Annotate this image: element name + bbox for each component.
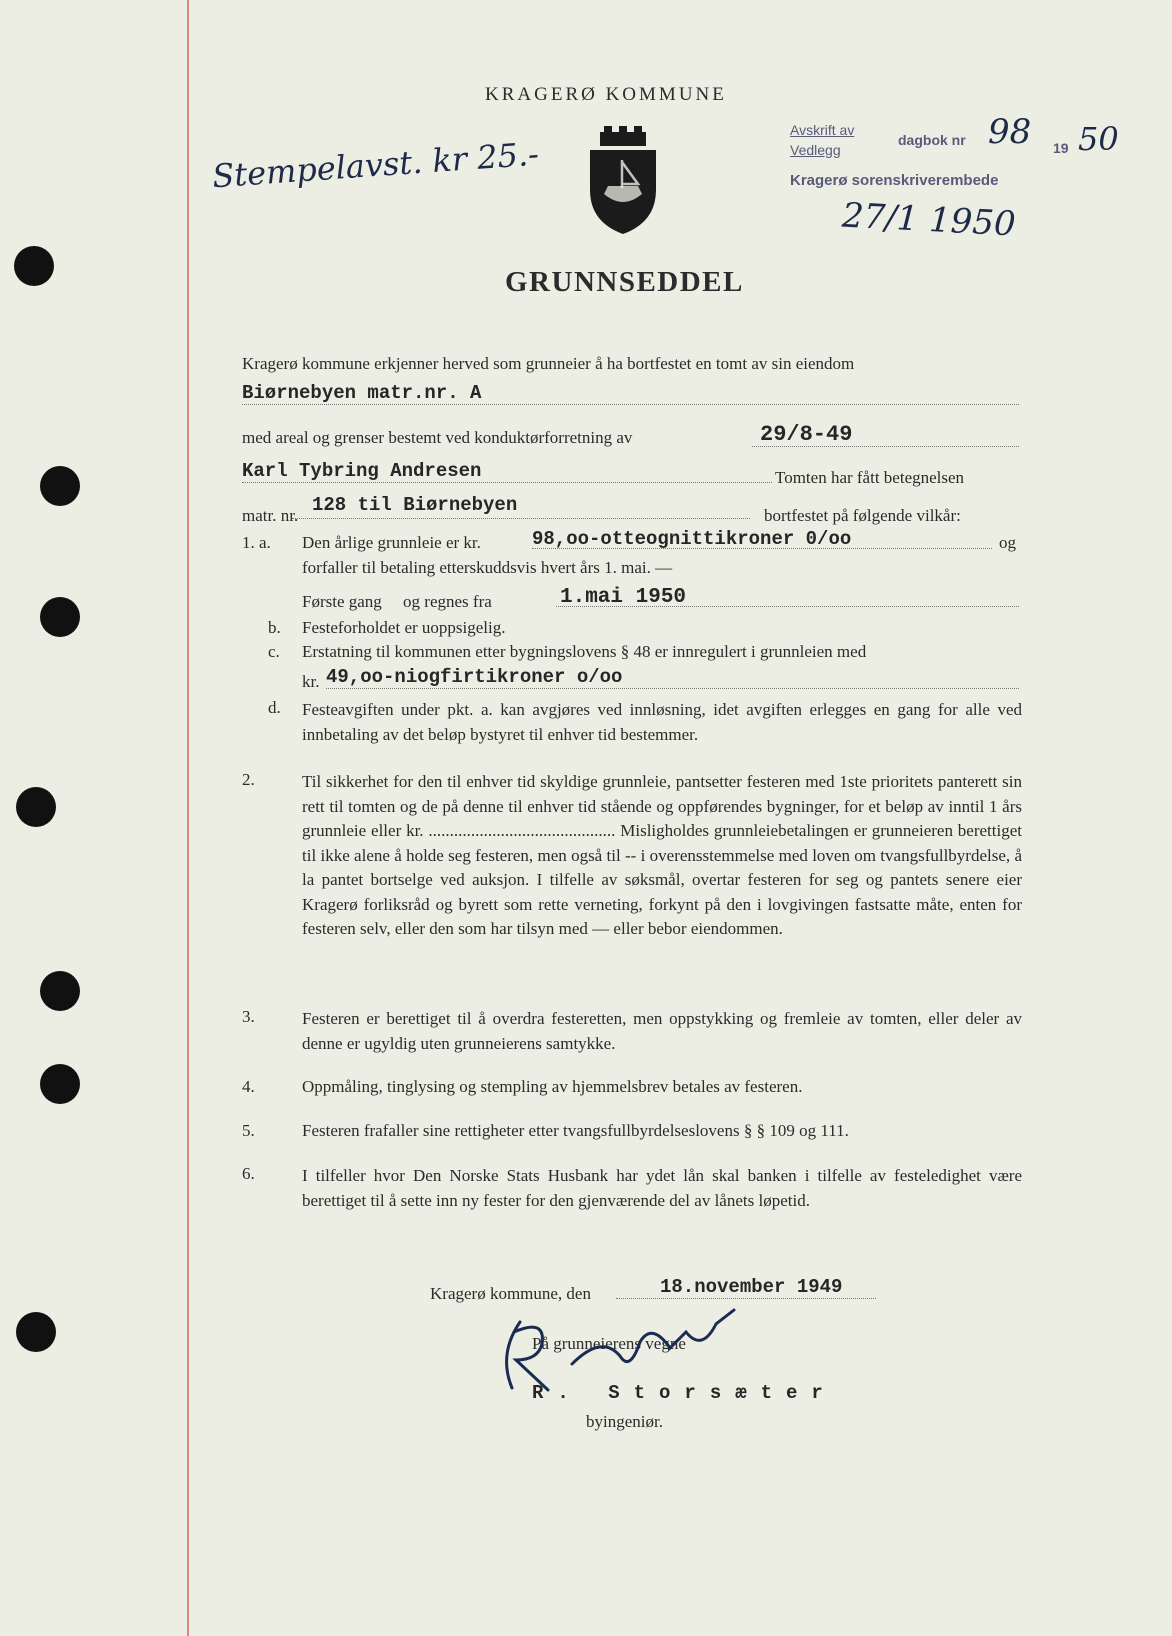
area-label: med areal og grenser bestemt ved konduktørforretning av [242, 428, 633, 447]
term-1c-kr: kr. [302, 672, 320, 691]
term-1a-line2: forfaller til betaling etterskuddsvis hvert års 1. mai. — [302, 558, 673, 577]
term-1a-line3: Første gang og regnes fra [302, 592, 492, 611]
term-number: 1. a. [242, 533, 271, 552]
coat-of-arms-emblem [586, 126, 660, 236]
term-number: 4. [242, 1077, 255, 1096]
handwritten-fee-note: Stempelavst. kr 25.- [211, 134, 540, 196]
stamp-office: Kragerø sorenskriverembede [790, 172, 999, 189]
punch-hole [40, 466, 80, 506]
term-1a-amount: 98,oo-otteognittikroner 0/oo [532, 528, 852, 550]
signature-date: 18.november 1949 [660, 1276, 843, 1298]
stamp-year-prefix: 19 [1053, 140, 1069, 156]
stamp-year-hand: 50 [1078, 120, 1119, 158]
survey-date: 29/8-49 [760, 422, 853, 447]
punch-hole [14, 246, 54, 286]
signatory-name: R. Storsæter [532, 1382, 837, 1404]
signature-place-label: Kragerø kommune, den [430, 1284, 591, 1303]
stamp-date: 27/1 1950 [841, 195, 1017, 245]
on-behalf-label: På grunneierens vegne [532, 1334, 686, 1353]
term-1b-text: Festeforholdet er uoppsigelig. [302, 618, 506, 637]
signatory-title: byingeniør. [586, 1412, 663, 1431]
term-number: c. [268, 642, 280, 661]
punch-hole [16, 1312, 56, 1352]
dotted-line [292, 518, 750, 519]
dotted-line [326, 688, 1019, 689]
margin-line [187, 0, 189, 1636]
tomt-label: Tomten har fått betegnelsen [775, 468, 965, 487]
lessee-name: Karl Tybring Andresen [242, 460, 482, 482]
stamp-dagbok: dagbok nr [898, 132, 966, 148]
term-number: 3. [242, 1007, 255, 1026]
term-number: 2. [242, 770, 255, 789]
document-title: GRUNNSEDDEL [505, 266, 744, 298]
term-1a-prefix: Den årlige grunnleie er kr. [302, 533, 481, 552]
dotted-line [242, 482, 772, 483]
stamp-line1: Avskrift av [790, 122, 855, 138]
term-1c-text: Erstatning til kommunen etter bygningslovens § 48 er innregulert i grunnleien med [302, 642, 867, 661]
term-number: b. [268, 618, 281, 637]
term-3-text: Festeren er berettiget til å overdra festeretten, men oppstykking og fremleie av tomten, eller deler av denne er ugyldig uten grunneierens samtykke. [302, 1009, 1022, 1053]
punch-hole [40, 971, 80, 1011]
term-1a-start-date: 1.mai 1950 [560, 586, 687, 609]
term-4-text: Oppmåling, tinglysing og stempling av hjemmelsbrev betales av festeren. [302, 1077, 803, 1096]
term-1d-text: Festeavgiften under pkt. a. kan avgjøres ved innløsning, idet avgiften erlegges en gang for alle ved innbetaling av det beløp bystyret til enhver tid bestemmer. [302, 700, 1022, 744]
term-6-text: I tilfeller hvor Den Norske Stats Husbank har ydet lån skal banken i tilfelle av festeledighet være berettiget til å sette inn ny fester for den gjenværende del av lånets løpetid. [302, 1166, 1022, 1210]
property-name: Biørnebyen matr.nr. A [242, 382, 482, 404]
term-1c-amount: 49,oo-niogfirtikroner o/oo [326, 666, 623, 688]
dotted-line [616, 1298, 876, 1299]
punch-hole [40, 597, 80, 637]
punch-hole [16, 787, 56, 827]
stamp-line2: Vedlegg [790, 142, 841, 158]
term-5-text: Festeren frafaller sine rettigheter etter tvangsfullbyrdelseslovens § § 109 og 111. [302, 1121, 849, 1140]
vilkar-label: bortfestet på følgende vilkår: [764, 506, 961, 525]
term-1a-og: og [999, 533, 1016, 552]
matr-label: matr. nr. [242, 506, 299, 525]
term-2-text: Til sikkerhet for den til enhver tid skyldige grunnleie, pantsetter festeren med 1ste prioritets panterett sin rett til tomten og de på denne til enhver tid stående og oppførendes bygninger, for et beløp av inntil 1 års grunnleie eller kr. ............................................ Misligholdes grunnleiebetalingen er grunneieren berettiget til ikke alene å holde seg festeren, men også til -- i overensstemmelse med loven om tvangsfullbyrdelse, å la pantet bortselge ved auksjon. I tilfelle av søksmål, overtar festeren for seg og pantets senere eier Kragerø forliksråd og byrett som rette verneting, forkynt på den i lovgivingen fastsatte måte, enten for festeren selv, eller den som har tilsyn med — eller bebor eiendommen. [302, 772, 1022, 938]
dotted-line [752, 446, 1019, 447]
stamp-dagbok-number: 98 [988, 112, 1032, 152]
intro-line: Kragerø kommune erkjenner herved som grunneier å ha bortfestet en tomt av sin eiendom [242, 354, 855, 373]
term-number: 5. [242, 1121, 255, 1140]
dotted-line [242, 404, 1019, 405]
term-number: d. [268, 698, 281, 717]
dotted-line [532, 548, 992, 549]
municipality-header: KRAGERØ KOMMUNE [485, 84, 727, 105]
punch-hole [40, 1064, 80, 1104]
dotted-line [556, 606, 1019, 607]
matr-value: 128 til Biørnebyen [312, 494, 518, 516]
term-number: 6. [242, 1164, 255, 1183]
